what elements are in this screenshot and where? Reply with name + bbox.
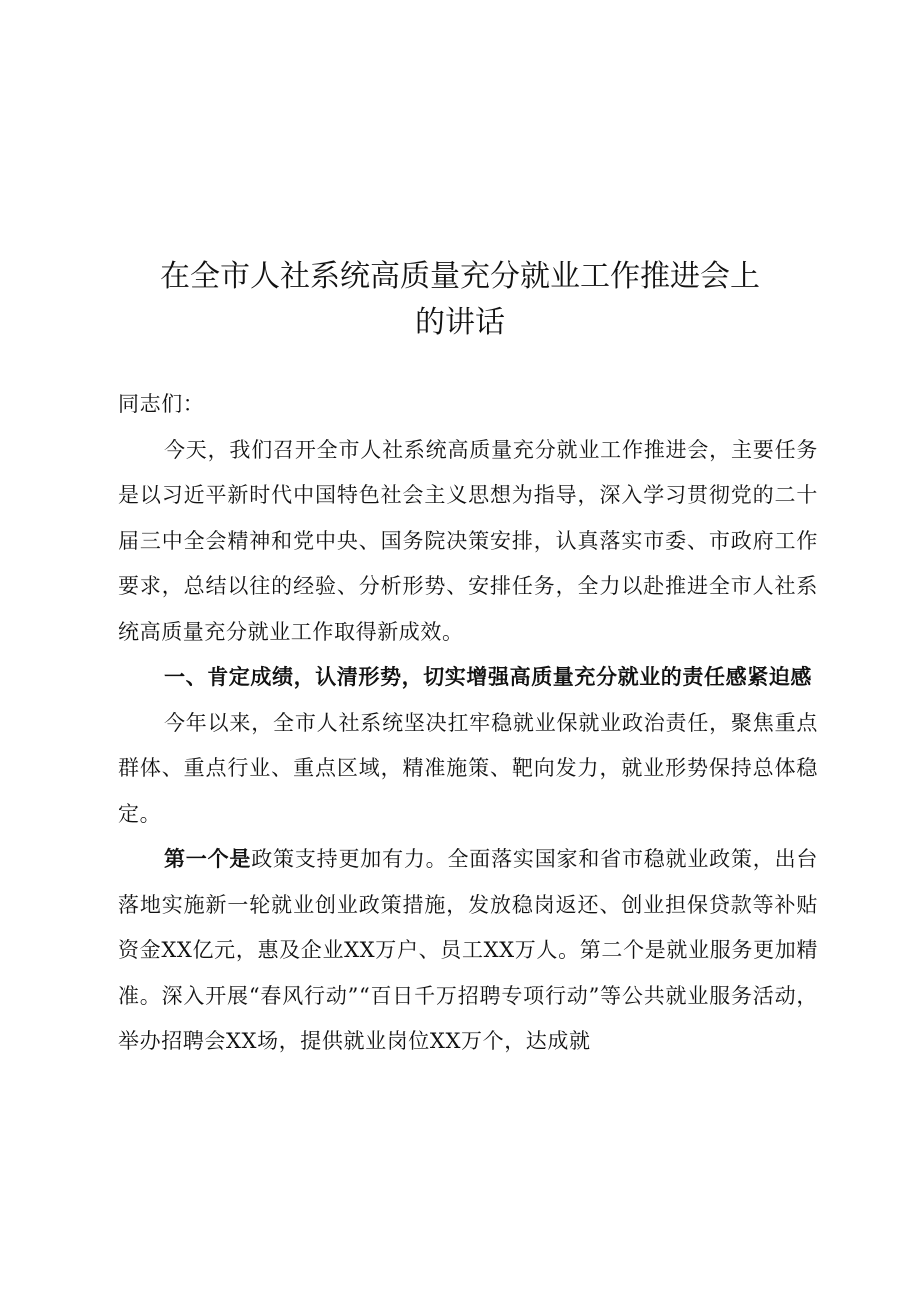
paragraph-achievements-text: 政策支持更加有力。全面落实国家和省市稳就业政策，出台落地实施新一轮就业创业政策措施，发放稳岗返还、创业担保贷款等补贴资金XX亿元，惠及企业XX万户、员工XX万人。第二个是就业服务更加精准。深入开展“春风行动”“百日千万招聘专项行动”等公共就业服务活动，举办招聘会XX场，提供就业岗位XX万个，达成就: [118, 847, 818, 1053]
document-title: [0, 254, 920, 346]
section-heading-1: 一、肯定成绩，认清形势，切实增强高质量充分就业的责任感紧迫感: [164, 665, 812, 689]
document-body: [118, 382, 818, 1065]
title-line-2: 的讲话: [415, 305, 505, 340]
salutation: 同志们：: [118, 392, 205, 416]
title-line-1: 在全市人社系统高质量充分就业工作推进会上: [160, 259, 760, 294]
paragraph-lead: 第一个是: [164, 847, 252, 871]
paragraph-intro: 今天，我们召开全市人社系统高质量充分就业工作推进会，主要任务是以习近平新时代中国特色社会主义思想为指导，深入学习贯彻党的二十届三中全会精神和党中央、国务院决策安排，认真落实市委、市政府工作要求，总结以往的经验、分析形势、安排任务，全力以赴推进全市人社系统高质量充分就业工作取得新成效。: [118, 437, 818, 644]
paragraph-overview: 今年以来，全市人社系统坚决扛牢稳就业保就业政治责任，聚焦重点群体、重点行业、重点区域，精准施策、靶向发力，就业形势保持总体稳定。: [118, 710, 818, 826]
paragraph-achievements: [118, 837, 818, 1065]
